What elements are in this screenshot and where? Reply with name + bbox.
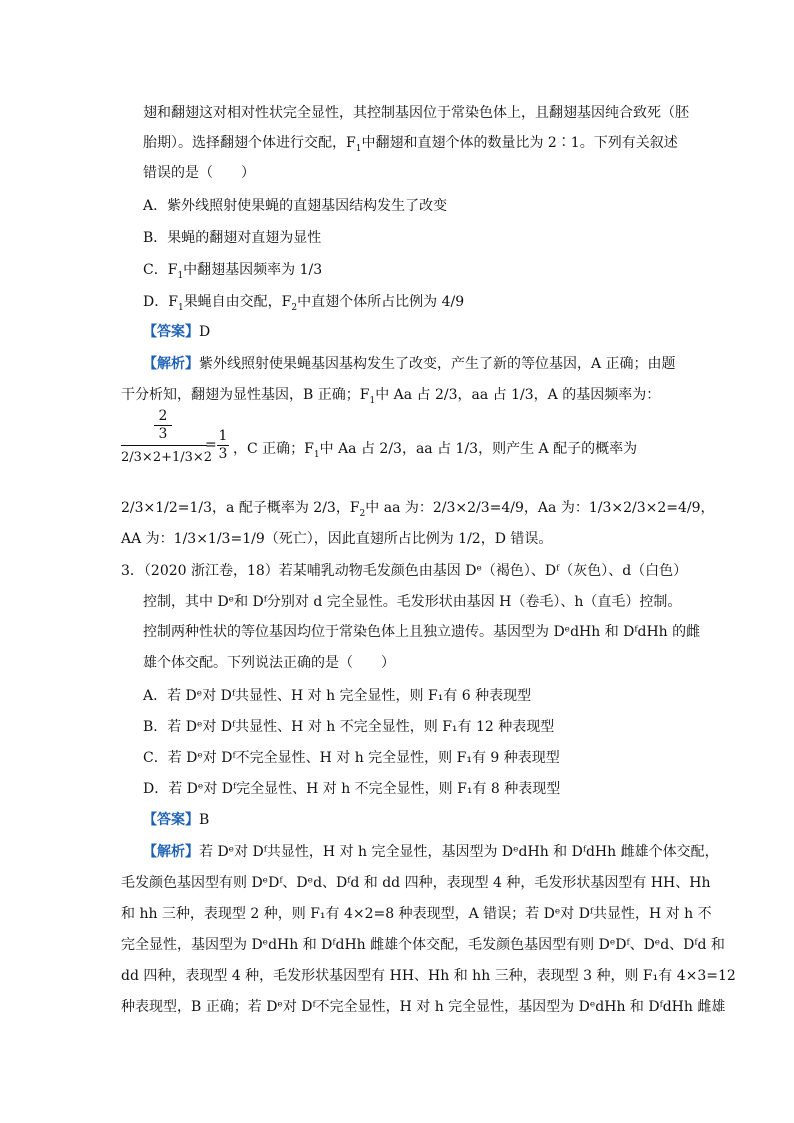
q2-option-b: B．果蝇的翻翅对直翅为显性 bbox=[143, 230, 322, 246]
q2-analysis-line-1: 【解析】紫外线照射使果蝇基因基构发生了改变，产生了新的等位基因，A 正确；由题 bbox=[143, 356, 676, 372]
q2-answer: 【答案】D bbox=[143, 324, 211, 340]
fraction-inner-numerator: 2 bbox=[158, 408, 168, 424]
q2-stem-line-3: 错误的是（ ） bbox=[143, 165, 255, 181]
q3-answer: 【答案】B bbox=[143, 812, 210, 828]
q2-option-d: D．$F_1$果蝇自由交配，$F_2$中直翅个体所占比例为 4/9 bbox=[143, 294, 465, 313]
q2-option-a: A．紫外线照射使果蝇的直翅基因结构发生了改变 bbox=[143, 198, 448, 214]
fraction-main-bar bbox=[121, 445, 207, 446]
result-fraction: 1 3 bbox=[218, 428, 228, 462]
q3-option-d: D．若 Dᵉ对 Dᶠ完全显性、H 对 h 不完全显性，则 F₁有 8 种表现型 bbox=[143, 781, 561, 797]
analysis-tag: 【解析】 bbox=[143, 356, 199, 372]
fraction-inner-denominator: 3 bbox=[158, 426, 168, 442]
q2-stem-line-2: 胎期）。选择翻翅个体进行交配，$F_1$中翻翅和直翅个体的数量比为 2∶1。下列有关叙述 bbox=[143, 135, 678, 154]
q3-analysis-line-3: 和 hh 三种，表现型 2 种，则 F₁有 4×2=8 种表现型，A 错误；若 Dᵉ对 Dᶠ共显性，H 对 h 不 bbox=[121, 906, 712, 922]
answer-tag: 【答案】 bbox=[143, 812, 199, 828]
q3-stem-line-3: 控制两种性状的等位基因均位于常染色体上且独立遗传。基因型为 DᵉdHh 和 DᶠdHh 的雌 bbox=[143, 624, 701, 640]
equals-sign: = bbox=[205, 437, 217, 453]
q2-analysis-line-5: AA 为：1/3×1/3=1/9（死亡），因此直翅所占比例为 1/2，D 错误。 bbox=[121, 531, 553, 547]
q3-analysis-line-1: 【解析】若 Dᵉ对 Dᶠ共显性，H 对 h 完全显性，基因型为 DᵉdHh 和 DᶠdHh 雌雄个体交配， bbox=[143, 844, 719, 860]
q2-option-c: C．$F_1$中翻翅基因频率为 1/3 bbox=[143, 262, 323, 281]
q3-option-a: A．若 Dᵉ对 Dᶠ共显性、H 对 h 完全显性，则 F₁有 6 种表现型 bbox=[143, 688, 532, 704]
q3-stem-line-4: 雄个体交配。下列说法正确的是（ ） bbox=[143, 655, 395, 671]
q3-stem-line-2: 控制，其中 Dᵉ和 Dᶠ分别对 d 完全显性。毛发形状由基因 H（卷毛）、h（直毛）控制。 bbox=[143, 594, 682, 610]
q3-stem-line-1: 3．（2020 浙江卷，18）若某哺乳动物毛发颜色由基因 Dᵉ（褐色）、Dᶠ（灰色）、d（白色） bbox=[121, 563, 688, 579]
q2-analysis-line-3: ，C 正确；$F_1$中 Aa 占 2/3，aa 占 1/3，则产生 A 配子的概率为 bbox=[233, 441, 638, 460]
analysis-tag: 【解析】 bbox=[143, 844, 199, 860]
q3-analysis-line-2: 毛发颜色基因型有则 DᵉDᶠ、Dᵉd、Dᶠd 和 dd 四种，表现型 4 种，毛发形状基因型有 HH、Hh bbox=[121, 875, 711, 891]
fraction-denominator: 2/3×2+1/3×2 bbox=[121, 450, 213, 465]
answer-tag: 【答案】 bbox=[143, 324, 199, 340]
q3-option-b: B．若 Dᵉ对 Dᶠ共显性、H 对 h 不完全显性，则 F₁有 12 种表现型 bbox=[143, 719, 555, 735]
q2-analysis-line-4: 2/3×1/2=1/3，a 配子概率为 2/3，$F_2$中 aa 为：2/3×2/3=4/9，Aa 为：1/3×2/3×2=4/9， bbox=[121, 500, 715, 519]
q3-analysis-line-5: dd 四种，表现型 4 种，毛发形状基因型有 HH、Hh 和 hh 三种，表现型 3 种，则 F₁有 4×3=12 bbox=[121, 968, 736, 984]
q3-option-c: C．若 Dᵉ对 Dᶠ不完全显性、H 对 h 完全显性，则 F₁有 9 种表现型 bbox=[143, 750, 560, 766]
q3-analysis-line-4: 完全显性，基因型为 DᵉdHh 和 DᶠdHh 雌雄个体交配，毛发颜色基因型有则 DᵉDᶠ、Dᵉd、Dᶠd 和 bbox=[121, 937, 725, 953]
q2-analysis-line-2: 干分析知，翻翅为显性基因，B 正确；$F_1$中 Aa 占 2/3，aa 占 1/3，A 的基因频率为： bbox=[121, 387, 661, 406]
q3-analysis-line-6: 种表现型，B 正确；若 Dᵉ对 Dᶠ不完全显性，H 对 h 完全显性，基因型为 DᵉdHh 和 DᶠdHh 雌雄 bbox=[121, 999, 726, 1015]
q2-stem-line-1: 翅和翻翅这对相对性状完全显性，其控制基因位于常染色体上，且翻翅基因纯合致死（胚 bbox=[143, 105, 689, 121]
